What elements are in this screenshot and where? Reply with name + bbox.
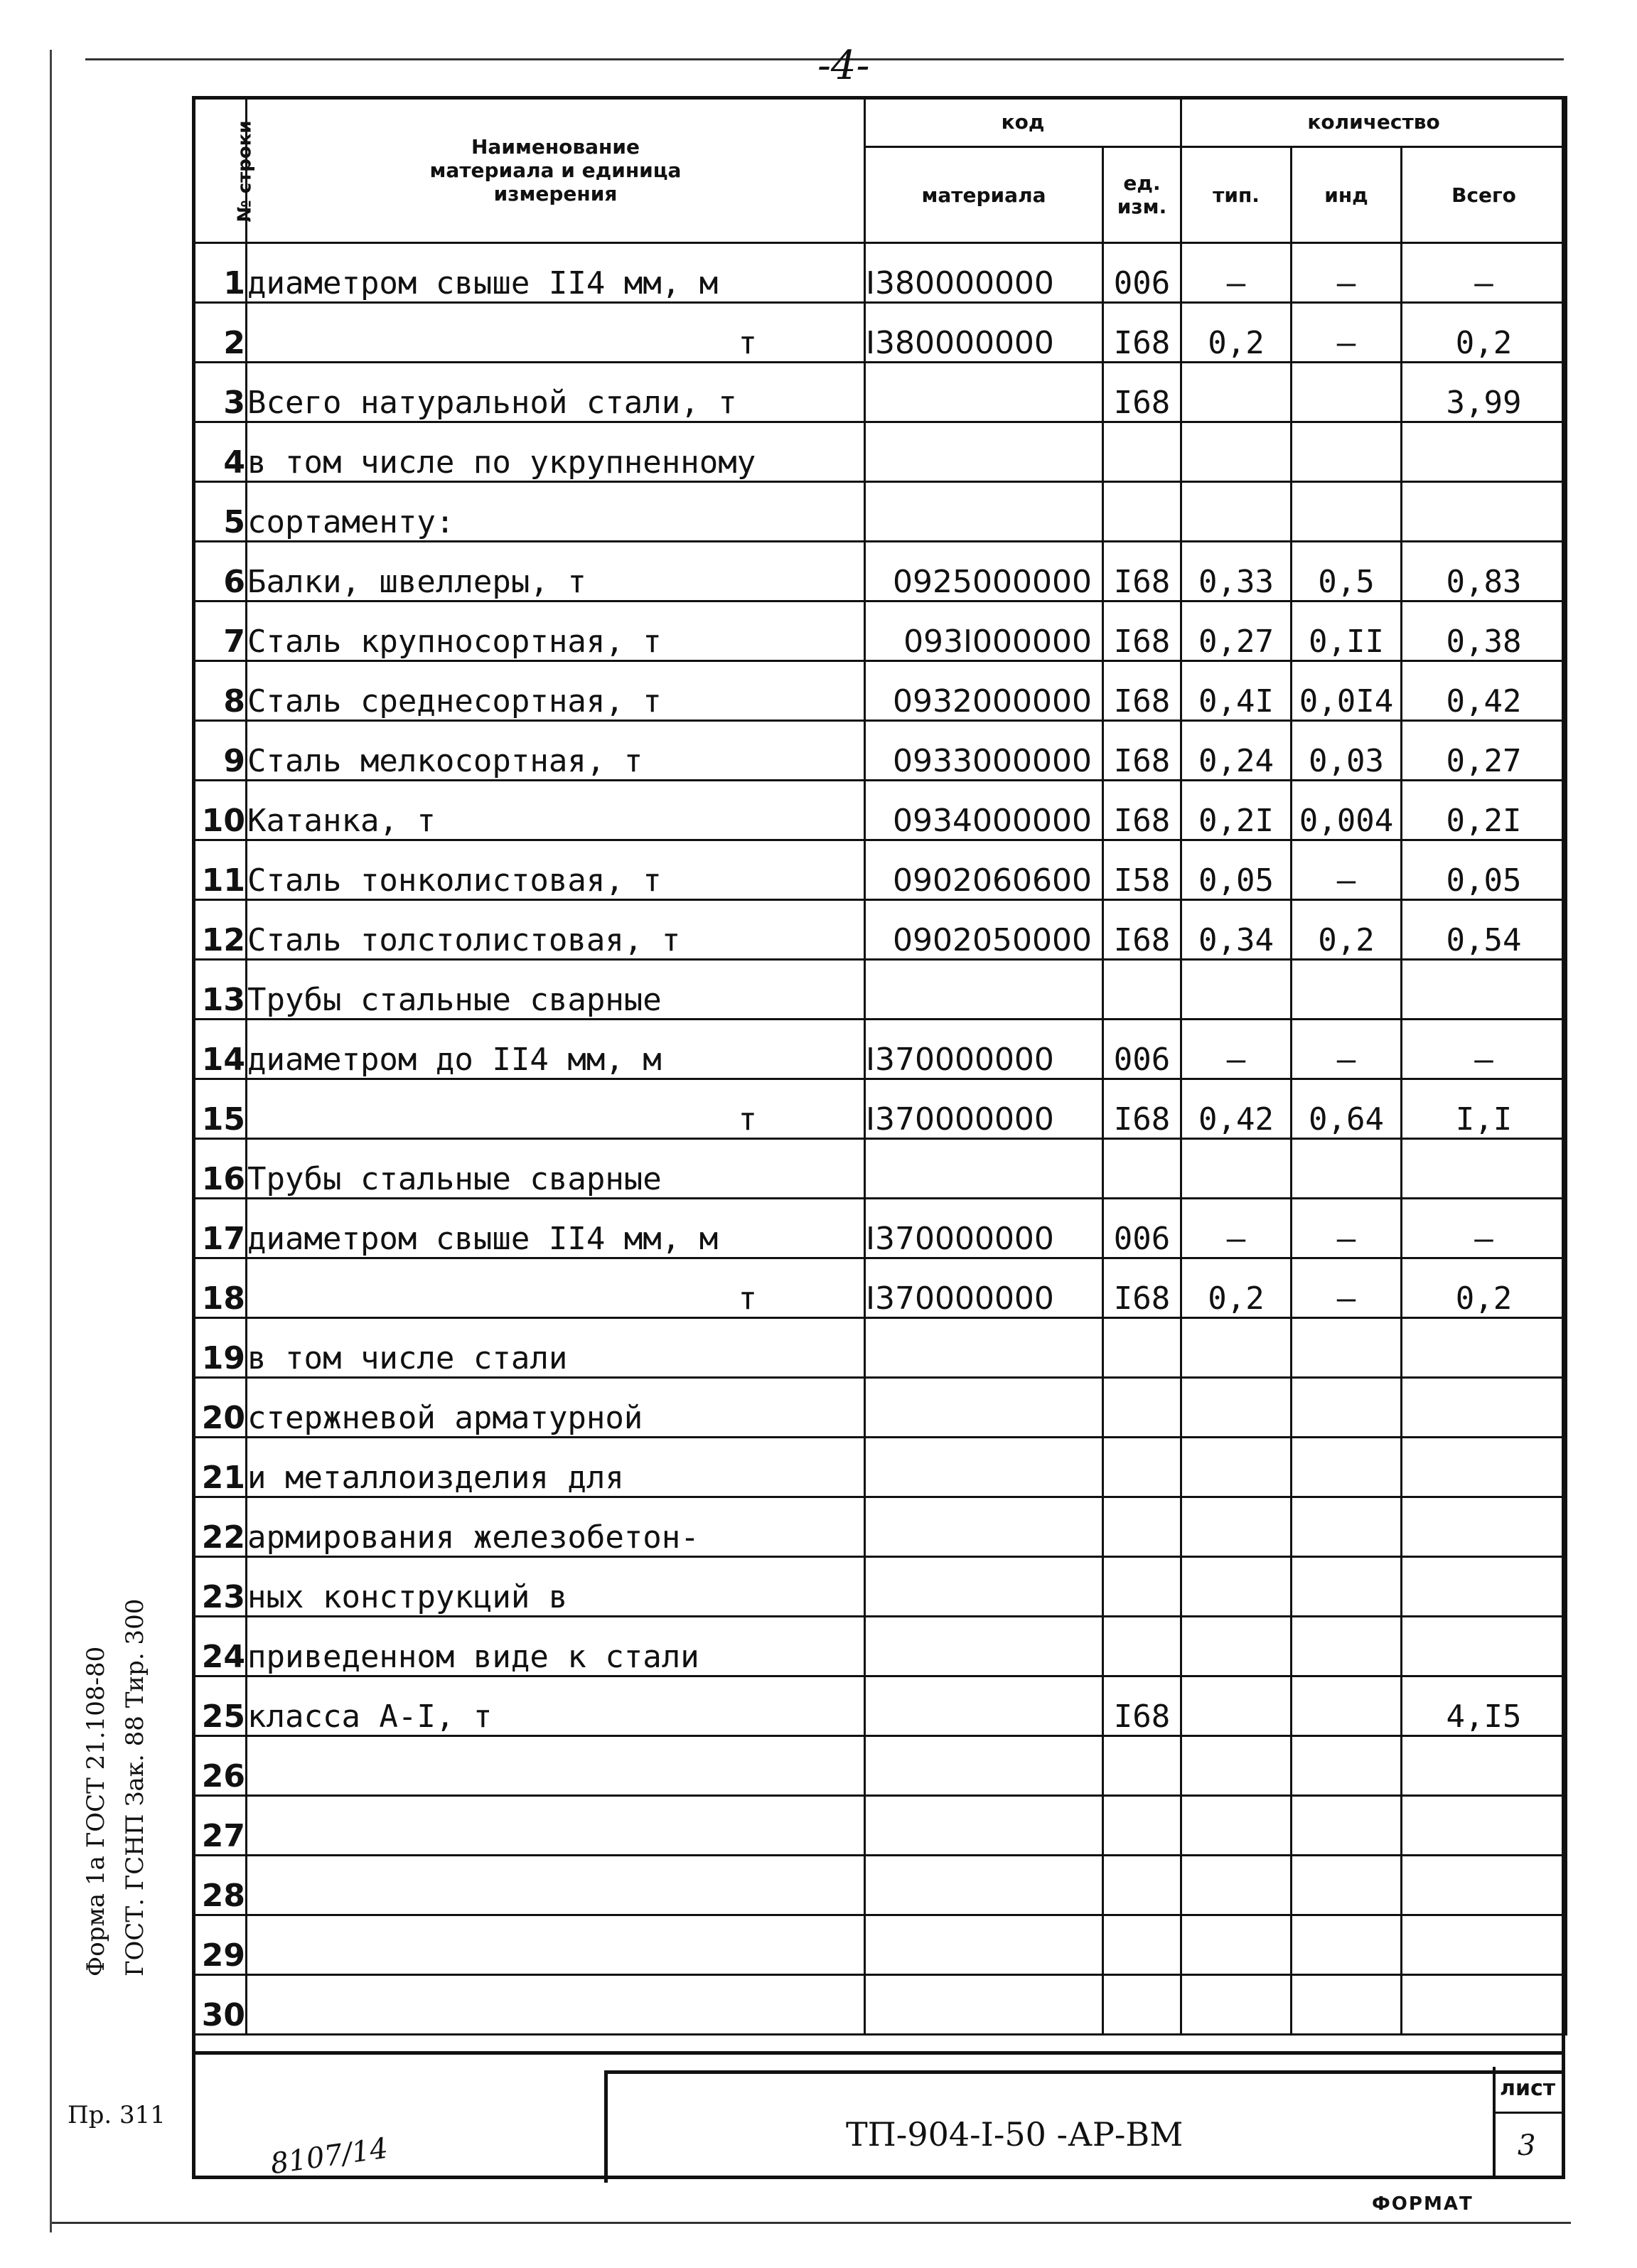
material-name: в том числе по укрупненному <box>247 422 865 482</box>
unit-code: I68 <box>1103 1258 1181 1318</box>
material-code: 0933000000 <box>865 721 1103 781</box>
qty-total: 3,99 <box>1402 363 1567 422</box>
material-code <box>865 1915 1103 1975</box>
material-name: в том числе стали <box>247 1318 865 1378</box>
unit-code: I68 <box>1103 363 1181 422</box>
qty-typ <box>1181 1557 1292 1617</box>
qty-ind <box>1292 1318 1402 1378</box>
table-row <box>193 542 1567 601</box>
row-number: 15 <box>193 1079 247 1139</box>
unit-code <box>1103 1557 1181 1617</box>
qty-ind: – <box>1292 303 1402 363</box>
qty-typ: – <box>1181 243 1292 303</box>
qty-ind <box>1292 960 1402 1020</box>
row-number: 1 <box>193 243 247 303</box>
qty-typ: 0,05 <box>1181 840 1292 900</box>
row-number: 16 <box>193 1139 247 1199</box>
unit-code: I68 <box>1103 1079 1181 1139</box>
material-name: диаметром свыше II4 мм, м <box>247 1199 865 1258</box>
unit-code <box>1103 1497 1181 1557</box>
qty-typ <box>1181 1975 1292 2035</box>
material-code: 0902050000 <box>865 900 1103 960</box>
qty-total <box>1402 960 1567 1020</box>
qty-ind <box>1292 1139 1402 1199</box>
qty-typ <box>1181 422 1292 482</box>
table-row <box>193 303 1567 363</box>
material-name: Всего натуральной стали, т <box>247 363 865 422</box>
qty-typ <box>1181 1497 1292 1557</box>
unit-code: I58 <box>1103 840 1181 900</box>
qty-typ: 0,2 <box>1181 303 1292 363</box>
row-number: 19 <box>193 1318 247 1378</box>
qty-total <box>1402 1139 1567 1199</box>
material-code <box>865 1676 1103 1736</box>
material-code-header: материала <box>865 147 1103 243</box>
material-code <box>865 1557 1103 1617</box>
row-number: 2 <box>193 303 247 363</box>
material-code <box>865 960 1103 1020</box>
material-name: и металлоизделия для <box>247 1438 865 1497</box>
qty-total: 0,38 <box>1402 601 1567 661</box>
material-code <box>865 1856 1103 1915</box>
qty-total: 0,2I <box>1402 781 1567 840</box>
qty-total <box>1402 1378 1567 1438</box>
material-name: т <box>247 1258 865 1318</box>
material-name: сортаменту: <box>247 482 865 542</box>
table-row <box>193 1318 1567 1378</box>
format-label: ФОРМАТ <box>1372 2193 1474 2215</box>
unit-code <box>1103 1915 1181 1975</box>
table-row <box>193 1915 1567 1975</box>
material-code: I370000000 <box>865 1079 1103 1139</box>
row-number: 25 <box>193 1676 247 1736</box>
sheet-divider <box>1493 2112 1565 2114</box>
table-row <box>193 1378 1567 1438</box>
qty-total: 0,2 <box>1402 303 1567 363</box>
unit-code: I68 <box>1103 601 1181 661</box>
table-row <box>193 601 1567 661</box>
table-row <box>193 243 1567 303</box>
bottom-rule <box>50 2222 1571 2224</box>
left-margin-rule <box>50 50 52 2232</box>
row-number: 24 <box>193 1617 247 1676</box>
material-name-header: Наименование материала и единица измерения <box>247 97 865 243</box>
qty-ind: 0,0I4 <box>1292 661 1402 721</box>
qty-total: 0,42 <box>1402 661 1567 721</box>
material-code <box>865 1736 1103 1796</box>
quantity-group-header: количество <box>1181 97 1567 147</box>
qty-total <box>1402 1497 1567 1557</box>
row-number: 8 <box>193 661 247 721</box>
material-code <box>865 363 1103 422</box>
row-number: 27 <box>193 1796 247 1856</box>
table-row <box>193 1438 1567 1497</box>
row-number: 30 <box>193 1975 247 2035</box>
qty-total <box>1402 1557 1567 1617</box>
qty-total <box>1402 1318 1567 1378</box>
unit-code: 006 <box>1103 1199 1181 1258</box>
table-row <box>193 1975 1567 2035</box>
material-code: 093I000000 <box>865 601 1103 661</box>
sheet-number: 3 <box>1518 2129 1536 2162</box>
qty-ind <box>1292 363 1402 422</box>
qty-total: 0,27 <box>1402 721 1567 781</box>
material-name: Сталь тонколистовая, т <box>247 840 865 900</box>
qty-ind: – <box>1292 1258 1402 1318</box>
unit-code <box>1103 1736 1181 1796</box>
material-name: ных конструкций в <box>247 1557 865 1617</box>
material-name: т <box>247 303 865 363</box>
material-code: I370000000 <box>865 1020 1103 1079</box>
table-row <box>193 1139 1567 1199</box>
qty-total: I,I <box>1402 1079 1567 1139</box>
row-number: 6 <box>193 542 247 601</box>
material-code <box>865 1796 1103 1856</box>
unit-code: 006 <box>1103 1020 1181 1079</box>
qty-typ: 0,24 <box>1181 721 1292 781</box>
table-row <box>193 422 1567 482</box>
table-row <box>193 1676 1567 1736</box>
unit-code: 006 <box>1103 243 1181 303</box>
table-row <box>193 721 1567 781</box>
row-number: 12 <box>193 900 247 960</box>
row-number: 3 <box>193 363 247 422</box>
qty-ind <box>1292 1557 1402 1617</box>
table-row <box>193 840 1567 900</box>
material-code: I380000000 <box>865 243 1103 303</box>
row-number: 5 <box>193 482 247 542</box>
row-number: 26 <box>193 1736 247 1796</box>
side-form-text: Форма 1а ГОСТ 21.108-80 <box>82 1646 110 1977</box>
qty-typ <box>1181 1438 1292 1497</box>
qty-total <box>1402 1975 1567 2035</box>
qty-ind: 0,03 <box>1292 721 1402 781</box>
qty-ind: – <box>1292 1020 1402 1079</box>
qty-ind: 0,64 <box>1292 1079 1402 1139</box>
qty-typ: 0,33 <box>1181 542 1292 601</box>
qty-ind: – <box>1292 1199 1402 1258</box>
table-row <box>193 1020 1567 1079</box>
table-row <box>193 1497 1567 1557</box>
qty-total <box>1402 1736 1567 1796</box>
row-number: 28 <box>193 1856 247 1915</box>
unit-code: I68 <box>1103 781 1181 840</box>
unit-code <box>1103 960 1181 1020</box>
material-name: диаметром свыше II4 мм, м <box>247 243 865 303</box>
qty-ind <box>1292 1438 1402 1497</box>
qty-ind <box>1292 1975 1402 2035</box>
unit-code <box>1103 482 1181 542</box>
qty-total: 0,2 <box>1402 1258 1567 1318</box>
table-row <box>193 661 1567 721</box>
row-number: 23 <box>193 1557 247 1617</box>
unit-code <box>1103 1139 1181 1199</box>
qty-typ <box>1181 1318 1292 1378</box>
row-number: 13 <box>193 960 247 1020</box>
unit-code: I68 <box>1103 542 1181 601</box>
unit-code <box>1103 1378 1181 1438</box>
qty-total: 0,05 <box>1402 840 1567 900</box>
qty-total <box>1402 1856 1567 1915</box>
qty-typ <box>1181 1915 1292 1975</box>
material-code: I370000000 <box>865 1258 1103 1318</box>
material-name: Трубы стальные сварные <box>247 960 865 1020</box>
material-code: 0932000000 <box>865 661 1103 721</box>
material-code <box>865 1318 1103 1378</box>
qty-typ <box>1181 1378 1292 1438</box>
qty-total: – <box>1402 243 1567 303</box>
materials-table <box>192 96 1567 2036</box>
material-name: стержневой арматурной <box>247 1378 865 1438</box>
material-code <box>865 1378 1103 1438</box>
material-code <box>865 1617 1103 1676</box>
qty-typ: 0,4I <box>1181 661 1292 721</box>
row-number: 4 <box>193 422 247 482</box>
qty-typ <box>1181 960 1292 1020</box>
qty-total <box>1402 1438 1567 1497</box>
material-name <box>247 1856 865 1915</box>
unit-code <box>1103 1318 1181 1378</box>
unit-code: I68 <box>1103 721 1181 781</box>
material-code: I380000000 <box>865 303 1103 363</box>
material-name: Сталь среднесортная, т <box>247 661 865 721</box>
table-row <box>193 1199 1567 1258</box>
row-number: 7 <box>193 601 247 661</box>
table-row <box>193 781 1567 840</box>
typ-header: тип. <box>1181 147 1292 243</box>
qty-ind <box>1292 1796 1402 1856</box>
row-number: 9 <box>193 721 247 781</box>
table-row <box>193 1856 1567 1915</box>
material-name: Балки, швеллеры, т <box>247 542 865 601</box>
unit-code <box>1103 422 1181 482</box>
material-code <box>865 1497 1103 1557</box>
qty-total: – <box>1402 1020 1567 1079</box>
qty-typ: 0,2 <box>1181 1258 1292 1318</box>
material-code <box>865 422 1103 482</box>
row-number: 11 <box>193 840 247 900</box>
qty-ind <box>1292 1736 1402 1796</box>
left-margin-mark: Пр. 311 <box>68 2101 166 2129</box>
material-name: диаметром до II4 мм, м <box>247 1020 865 1079</box>
qty-ind: – <box>1292 840 1402 900</box>
row-number: 21 <box>193 1438 247 1497</box>
material-name: Сталь толстолистовая, т <box>247 900 865 960</box>
qty-ind <box>1292 422 1402 482</box>
unit-code <box>1103 1975 1181 2035</box>
unit-code: I68 <box>1103 900 1181 960</box>
qty-typ: 0,27 <box>1181 601 1292 661</box>
unit-code: I68 <box>1103 303 1181 363</box>
qty-total <box>1402 482 1567 542</box>
material-name <box>247 1796 865 1856</box>
row-number: 29 <box>193 1915 247 1975</box>
unit-code <box>1103 1856 1181 1915</box>
qty-ind <box>1292 1676 1402 1736</box>
qty-ind <box>1292 482 1402 542</box>
unit-header: ед. изм. <box>1103 147 1181 243</box>
table-row <box>193 1079 1567 1139</box>
table-row <box>193 960 1567 1020</box>
table-row <box>193 1617 1567 1676</box>
document-code: ТП-904-I-50 -АР-ВМ <box>846 2115 1184 2154</box>
material-code: 0925000000 <box>865 542 1103 601</box>
qty-typ <box>1181 1796 1292 1856</box>
qty-ind: 0,II <box>1292 601 1402 661</box>
unit-code: I68 <box>1103 1676 1181 1736</box>
qty-typ <box>1181 1856 1292 1915</box>
material-name: Сталь крупносортная, т <box>247 601 865 661</box>
material-code: 0934000000 <box>865 781 1103 840</box>
qty-typ: 0,34 <box>1181 900 1292 960</box>
qty-ind <box>1292 1378 1402 1438</box>
row-number-header: № строки <box>193 97 247 243</box>
table-row <box>193 482 1567 542</box>
qty-total: 4,I5 <box>1402 1676 1567 1736</box>
code-group-header: код <box>865 97 1181 147</box>
qty-ind <box>1292 1856 1402 1915</box>
table-row <box>193 900 1567 960</box>
material-name <box>247 1736 865 1796</box>
ind-header: инд <box>1292 147 1402 243</box>
material-name <box>247 1915 865 1975</box>
row-number: 10 <box>193 781 247 840</box>
table-row <box>193 1796 1567 1856</box>
material-code <box>865 482 1103 542</box>
material-code <box>865 1139 1103 1199</box>
qty-ind: – <box>1292 243 1402 303</box>
row-number: 20 <box>193 1378 247 1438</box>
qty-ind <box>1292 1915 1402 1975</box>
table-row <box>193 363 1567 422</box>
material-name: Сталь мелкосортная, т <box>247 721 865 781</box>
unit-code <box>1103 1617 1181 1676</box>
qty-total <box>1402 422 1567 482</box>
material-name: класса А-I, т <box>247 1676 865 1736</box>
qty-typ: – <box>1181 1199 1292 1258</box>
page-number: -4- <box>817 43 870 89</box>
table-row <box>193 1557 1567 1617</box>
material-code: 0902060600 <box>865 840 1103 900</box>
qty-typ <box>1181 482 1292 542</box>
inventory-number: 8107/14 <box>268 2131 390 2181</box>
qty-ind: 0,5 <box>1292 542 1402 601</box>
material-name: армирования железобетон- <box>247 1497 865 1557</box>
qty-total <box>1402 1617 1567 1676</box>
qty-total <box>1402 1796 1567 1856</box>
side-gost-text: ГОСТ. ГСНП Зак. 88 Тир. 300 <box>121 1598 149 1977</box>
qty-ind: 0,004 <box>1292 781 1402 840</box>
material-code: I370000000 <box>865 1199 1103 1258</box>
material-name: Катанка, т <box>247 781 865 840</box>
material-code <box>865 1438 1103 1497</box>
qty-typ: 0,42 <box>1181 1079 1292 1139</box>
material-name: т <box>247 1079 865 1139</box>
row-number: 14 <box>193 1020 247 1079</box>
qty-typ <box>1181 1617 1292 1676</box>
row-number: 18 <box>193 1258 247 1318</box>
unit-code <box>1103 1796 1181 1856</box>
table-row <box>193 1258 1567 1318</box>
table-row <box>193 1736 1567 1796</box>
material-code <box>865 1975 1103 2035</box>
sheet-label: лист <box>1500 2076 1556 2101</box>
qty-typ <box>1181 1736 1292 1796</box>
qty-ind <box>1292 1617 1402 1676</box>
unit-code: I68 <box>1103 661 1181 721</box>
material-name: Трубы стальные сварные <box>247 1139 865 1199</box>
qty-typ: 0,2I <box>1181 781 1292 840</box>
qty-typ <box>1181 1676 1292 1736</box>
qty-ind: 0,2 <box>1292 900 1402 960</box>
material-name <box>247 1975 865 2035</box>
qty-ind <box>1292 1497 1402 1557</box>
unit-code <box>1103 1438 1181 1497</box>
qty-typ <box>1181 1139 1292 1199</box>
total-header: Всего <box>1402 147 1567 243</box>
row-number: 17 <box>193 1199 247 1258</box>
qty-typ: – <box>1181 1020 1292 1079</box>
row-number: 22 <box>193 1497 247 1557</box>
qty-total: – <box>1402 1199 1567 1258</box>
qty-total <box>1402 1915 1567 1975</box>
qty-total: 0,83 <box>1402 542 1567 601</box>
qty-total: 0,54 <box>1402 900 1567 960</box>
qty-typ <box>1181 363 1292 422</box>
material-name: приведенном виде к стали <box>247 1617 865 1676</box>
